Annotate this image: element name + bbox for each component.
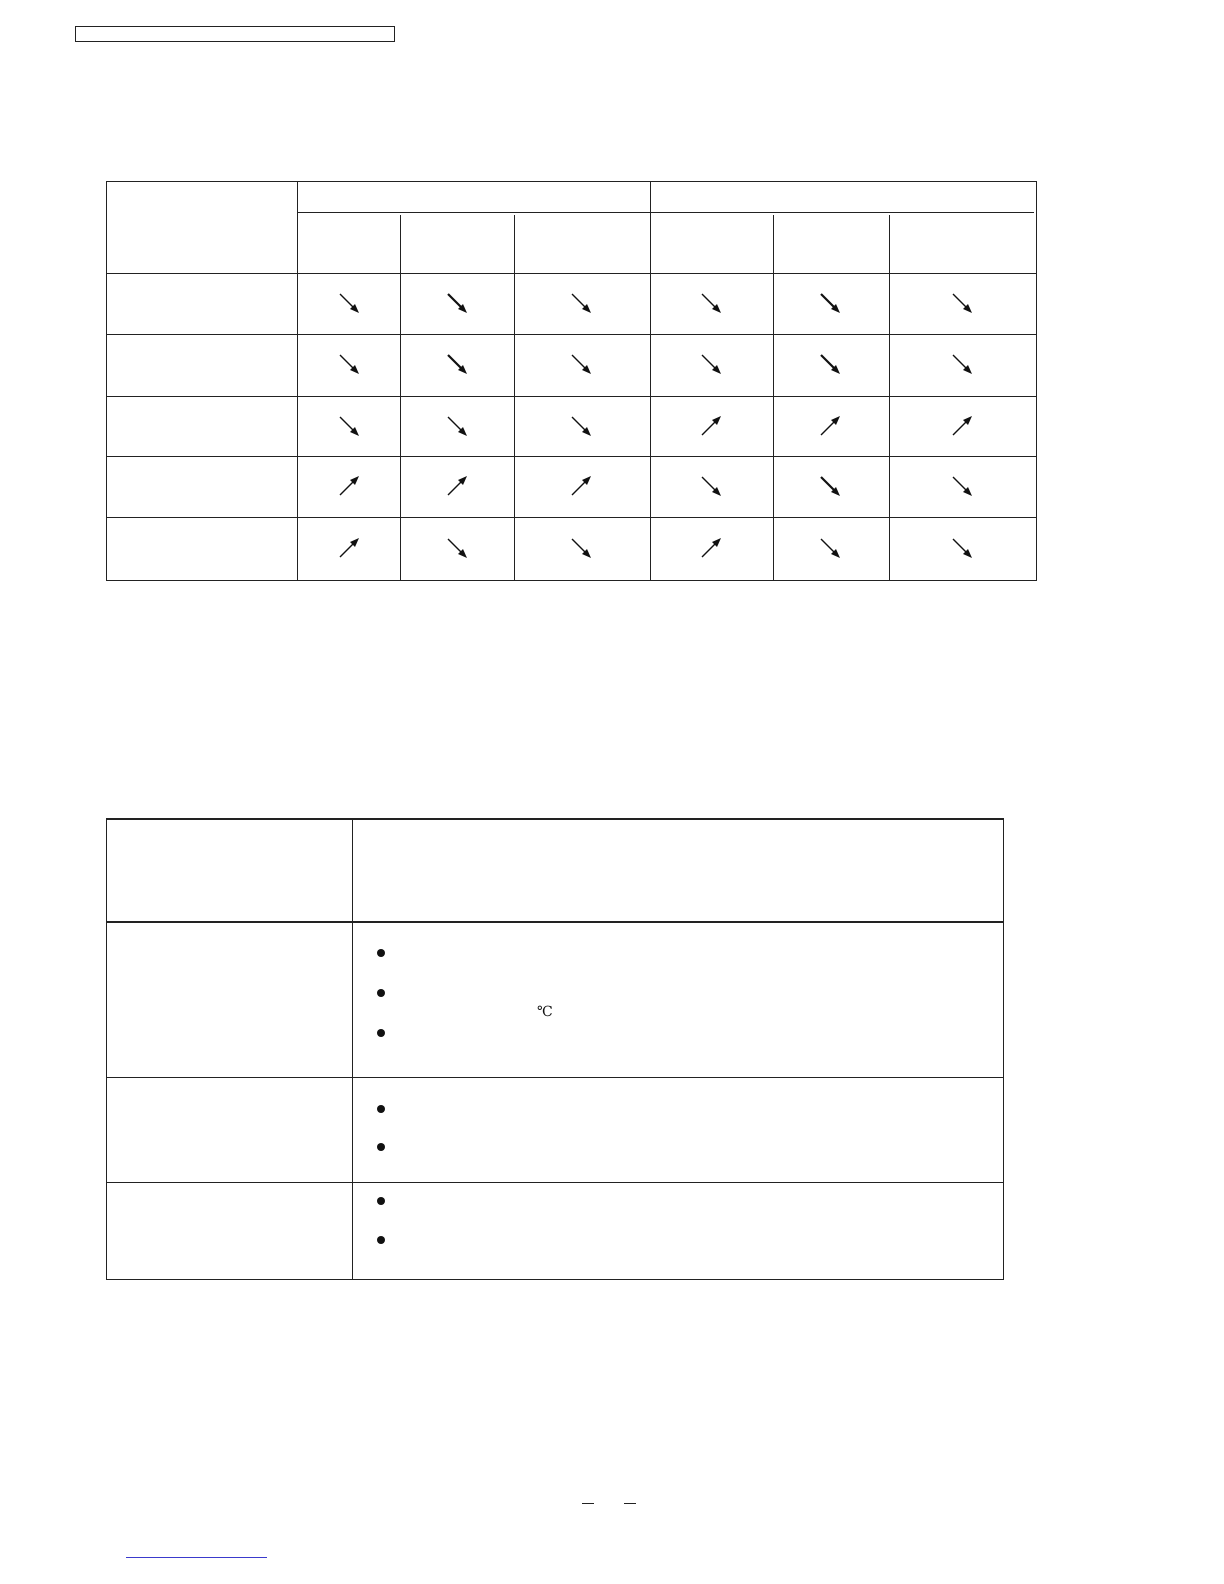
bullet-icon xyxy=(377,1236,385,1244)
arrow-down-right-icon xyxy=(443,534,471,562)
check-table-hline xyxy=(107,1182,1003,1183)
bullet-icon xyxy=(377,1029,385,1037)
arrow-down-right-icon xyxy=(816,472,844,500)
arrow-down-right-icon xyxy=(948,289,976,317)
arrow-up-right-icon xyxy=(948,412,976,440)
bullet-icon xyxy=(377,1197,385,1205)
arrow-down-right-icon xyxy=(443,289,471,317)
trend-table-vline xyxy=(650,182,651,580)
trend-table-vline xyxy=(514,215,515,580)
arrow-down-right-icon xyxy=(567,534,595,562)
trend-table-vline xyxy=(773,215,774,580)
page-number-dash xyxy=(624,1503,636,1504)
arrow-down-right-icon xyxy=(335,350,363,378)
arrow-down-right-icon xyxy=(697,472,725,500)
degree-celsius-symbol: ℃ xyxy=(537,1004,553,1020)
arrow-up-right-icon xyxy=(697,412,725,440)
arrow-up-right-icon xyxy=(443,472,471,500)
arrow-down-right-icon xyxy=(697,350,725,378)
arrow-down-right-icon xyxy=(335,289,363,317)
arrow-down-right-icon xyxy=(816,350,844,378)
trend-table-hline xyxy=(107,517,1036,518)
arrow-down-right-icon xyxy=(443,412,471,440)
trend-table-hline xyxy=(107,334,1036,335)
arrow-down-right-icon xyxy=(567,289,595,317)
page-number-dash xyxy=(582,1503,594,1504)
trend-table-hline xyxy=(107,396,1036,397)
trend-table-vline xyxy=(297,182,298,580)
bullet-icon xyxy=(377,1143,385,1151)
check-table-vline xyxy=(352,820,353,1279)
trend-table-hline xyxy=(107,273,1036,274)
arrow-down-right-icon xyxy=(335,412,363,440)
trend-table-vline xyxy=(400,215,401,580)
trend-table-hline xyxy=(297,212,1034,213)
arrow-up-right-icon xyxy=(697,534,725,562)
arrow-down-right-icon xyxy=(697,289,725,317)
trend-table-vline xyxy=(889,215,890,580)
arrow-down-right-icon xyxy=(567,350,595,378)
arrow-up-right-icon xyxy=(335,534,363,562)
check-table-hline xyxy=(107,921,1003,923)
check-table xyxy=(106,818,1004,1280)
arrow-down-right-icon xyxy=(816,534,844,562)
arrow-down-right-icon xyxy=(948,534,976,562)
arrow-down-right-icon xyxy=(948,350,976,378)
check-table-hline xyxy=(107,1077,1003,1078)
footer-link[interactable] xyxy=(126,1557,267,1558)
bullet-icon xyxy=(377,989,385,997)
bullet-icon xyxy=(377,949,385,957)
arrow-up-right-icon xyxy=(816,412,844,440)
arrow-down-right-icon xyxy=(948,472,976,500)
trend-table-hline xyxy=(107,456,1036,457)
trend-table xyxy=(106,181,1037,581)
arrow-down-right-icon xyxy=(443,350,471,378)
bullet-icon xyxy=(377,1105,385,1113)
header-box xyxy=(75,26,395,42)
arrow-down-right-icon xyxy=(816,289,844,317)
arrow-up-right-icon xyxy=(335,472,363,500)
arrow-down-right-icon xyxy=(567,412,595,440)
arrow-up-right-icon xyxy=(567,472,595,500)
